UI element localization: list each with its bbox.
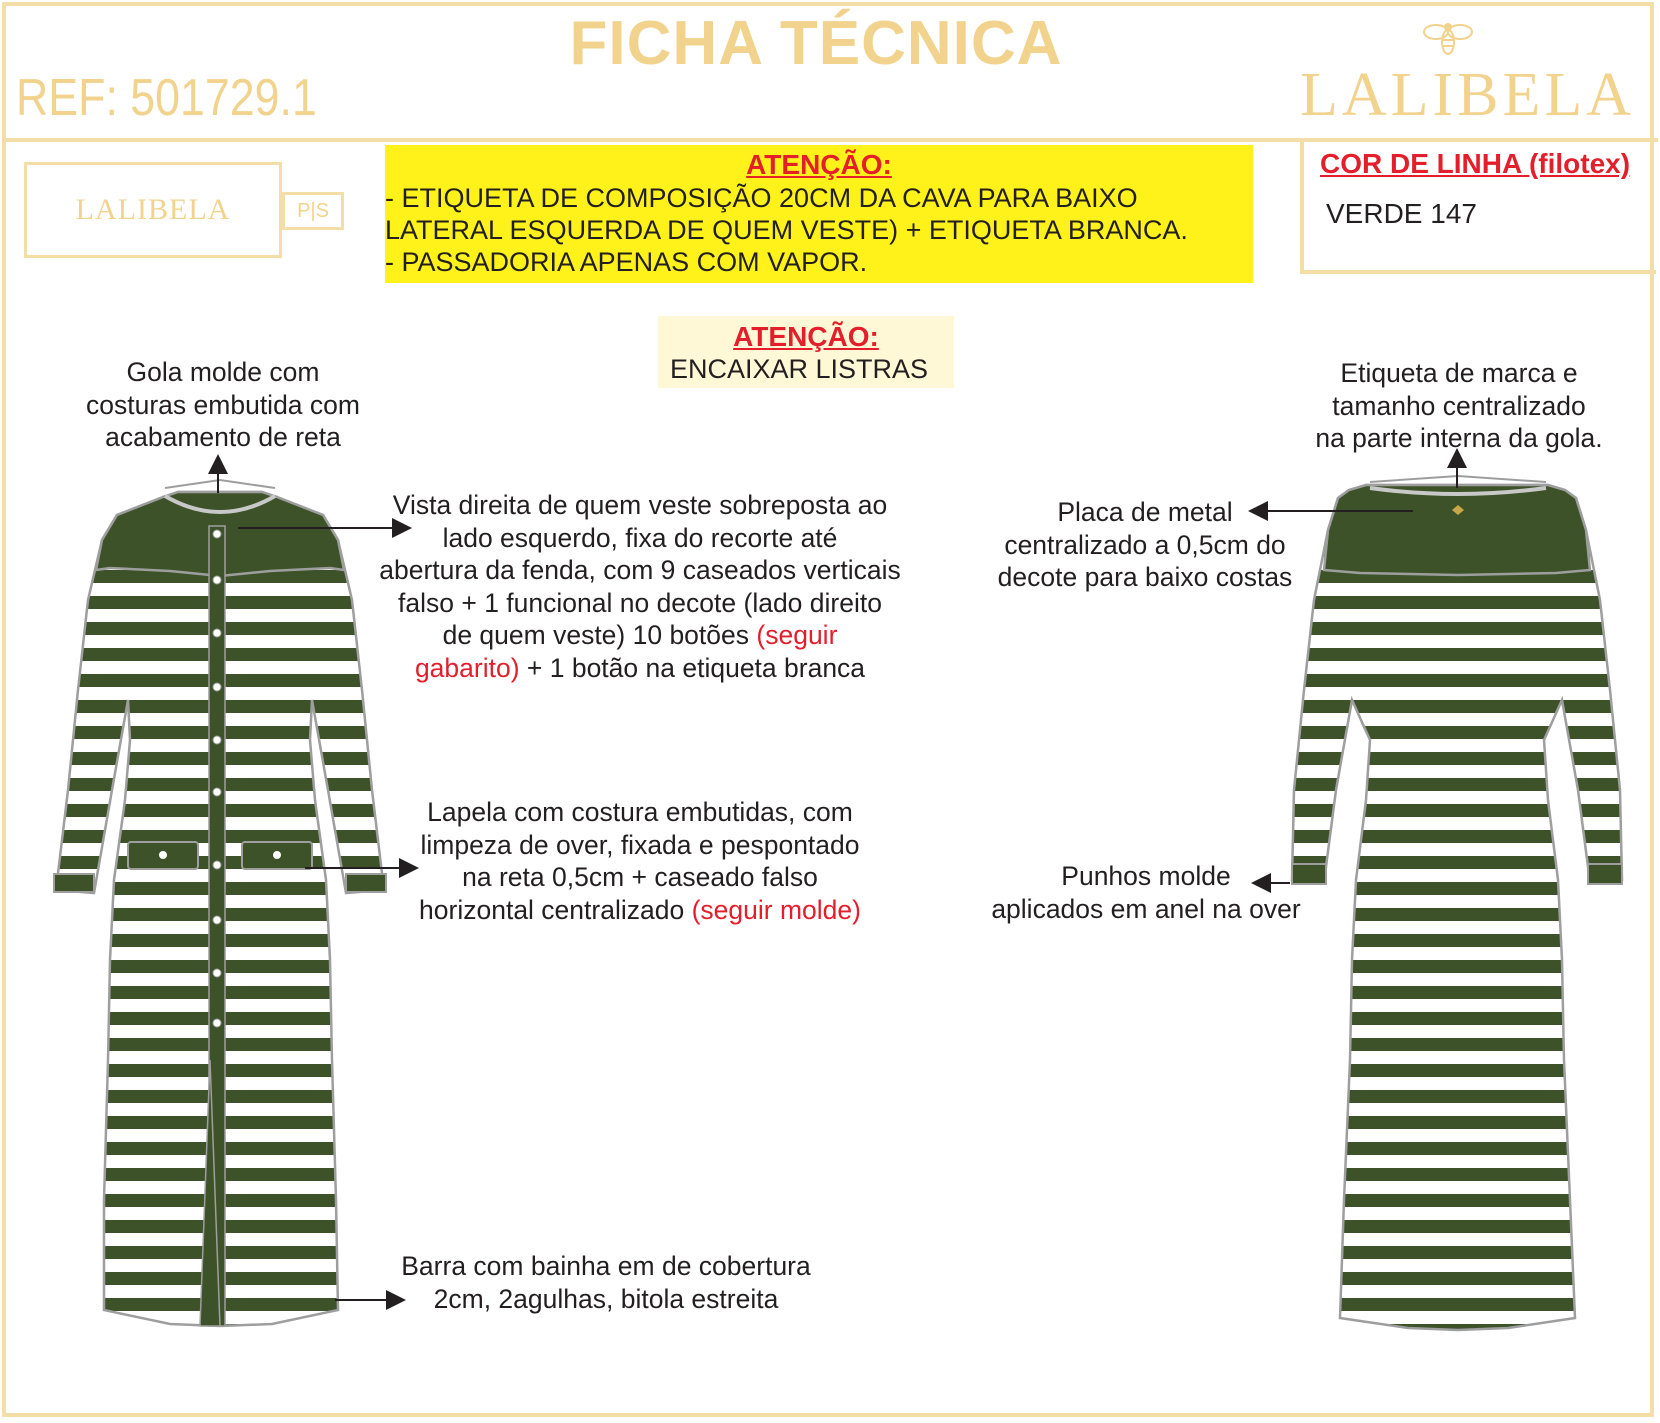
reference-code: REF: 501729.1	[16, 69, 317, 127]
note-cuffs-line: aplicados em anel na over	[991, 893, 1301, 924]
note-placket-line	[352, 652, 928, 685]
note-metal-plate	[976, 496, 1314, 594]
note-pocket-line	[378, 894, 902, 927]
page-title: FICHA TÉCNICA	[569, 9, 1063, 78]
note-placket-line: abertura da fenda, com 9 caseados verticais	[379, 555, 901, 585]
note-text: de quem veste) 10 botões	[442, 620, 757, 650]
note-placket-line	[352, 619, 928, 652]
attention-line-2: LATERAL ESQUERDA DE QUEM VESTE) + ETIQUETA BRANCA.	[385, 215, 1188, 245]
note-placket-line: falso + 1 funcional no decote (lado direito	[398, 587, 882, 618]
note-metal-plate-line: Placa de metal	[1057, 497, 1233, 527]
note-brand-label-line: tamanho centralizado	[1332, 390, 1586, 421]
note-brand-label	[1290, 357, 1628, 455]
note-metal-plate-line: decote para baixo costas	[997, 562, 1293, 592]
brand-logo: LALIBELA	[1300, 61, 1636, 129]
thread-color-title: COR DE LINHA (filotex)	[1320, 148, 1631, 179]
note-highlight: (seguir	[756, 620, 838, 650]
stripe-attention-text: ENCAIXAR LISTRAS	[670, 354, 929, 384]
note-metal-plate-line: centralizado a 0,5cm do	[1004, 529, 1286, 560]
front-view	[54, 480, 386, 1326]
note-cuffs-line: Punhos molde	[1061, 861, 1231, 891]
note-highlight: (seguir molde)	[691, 894, 861, 925]
note-collar-line: Gola molde com	[126, 357, 320, 387]
size-label-box: P|S	[282, 192, 344, 230]
note-brand-label-line: na parte interna da gola.	[1315, 423, 1603, 453]
note-cuffs	[976, 860, 1316, 925]
brand-label-box: LALIBELA	[24, 162, 282, 258]
attention-title: ATENÇÃO:	[746, 149, 892, 180]
attention-line-3: - PASSADORIA APENAS COM VAPOR.	[385, 247, 868, 277]
note-placket-line: lado esquerdo, fixa do recorte até	[442, 522, 838, 553]
note-text: horizontal centralizado	[419, 894, 692, 925]
note-placket-line: Vista direita de quem veste sobreposta ao	[392, 490, 888, 520]
note-hem-line: Barra com bainha em de cobertura	[401, 1251, 811, 1281]
stripe-attention-title: ATENÇÃO:	[733, 321, 879, 352]
back-view	[1292, 476, 1622, 1330]
note-pocket-flap	[378, 796, 902, 926]
thread-color-value: VERDE 147	[1326, 198, 1477, 229]
note-pocket-line: limpeza de over, fixada e pespontado	[420, 829, 860, 860]
note-brand-label-line: Etiqueta de marca e	[1340, 358, 1578, 388]
note-collar-line: costuras embutida com	[86, 389, 360, 420]
note-hem-line: 2cm, 2agulhas, bitola estreita	[433, 1283, 779, 1314]
note-placket	[352, 489, 928, 684]
note-pocket-line: Lapela com costura embutidas, com	[427, 797, 853, 827]
note-pocket-line: na reta 0,5cm + caseado falso	[462, 862, 818, 892]
note-highlight: gabarito)	[414, 652, 520, 683]
attention-line-1: - ETIQUETA DE COMPOSIÇÃO 20CM DA CAVA PARA BAIXO	[385, 183, 1138, 213]
note-collar	[68, 356, 378, 454]
note-collar-line: acabamento de reta	[105, 422, 341, 452]
note-text: + 1 botão na etiqueta branca	[519, 652, 866, 683]
note-hem	[360, 1250, 852, 1315]
